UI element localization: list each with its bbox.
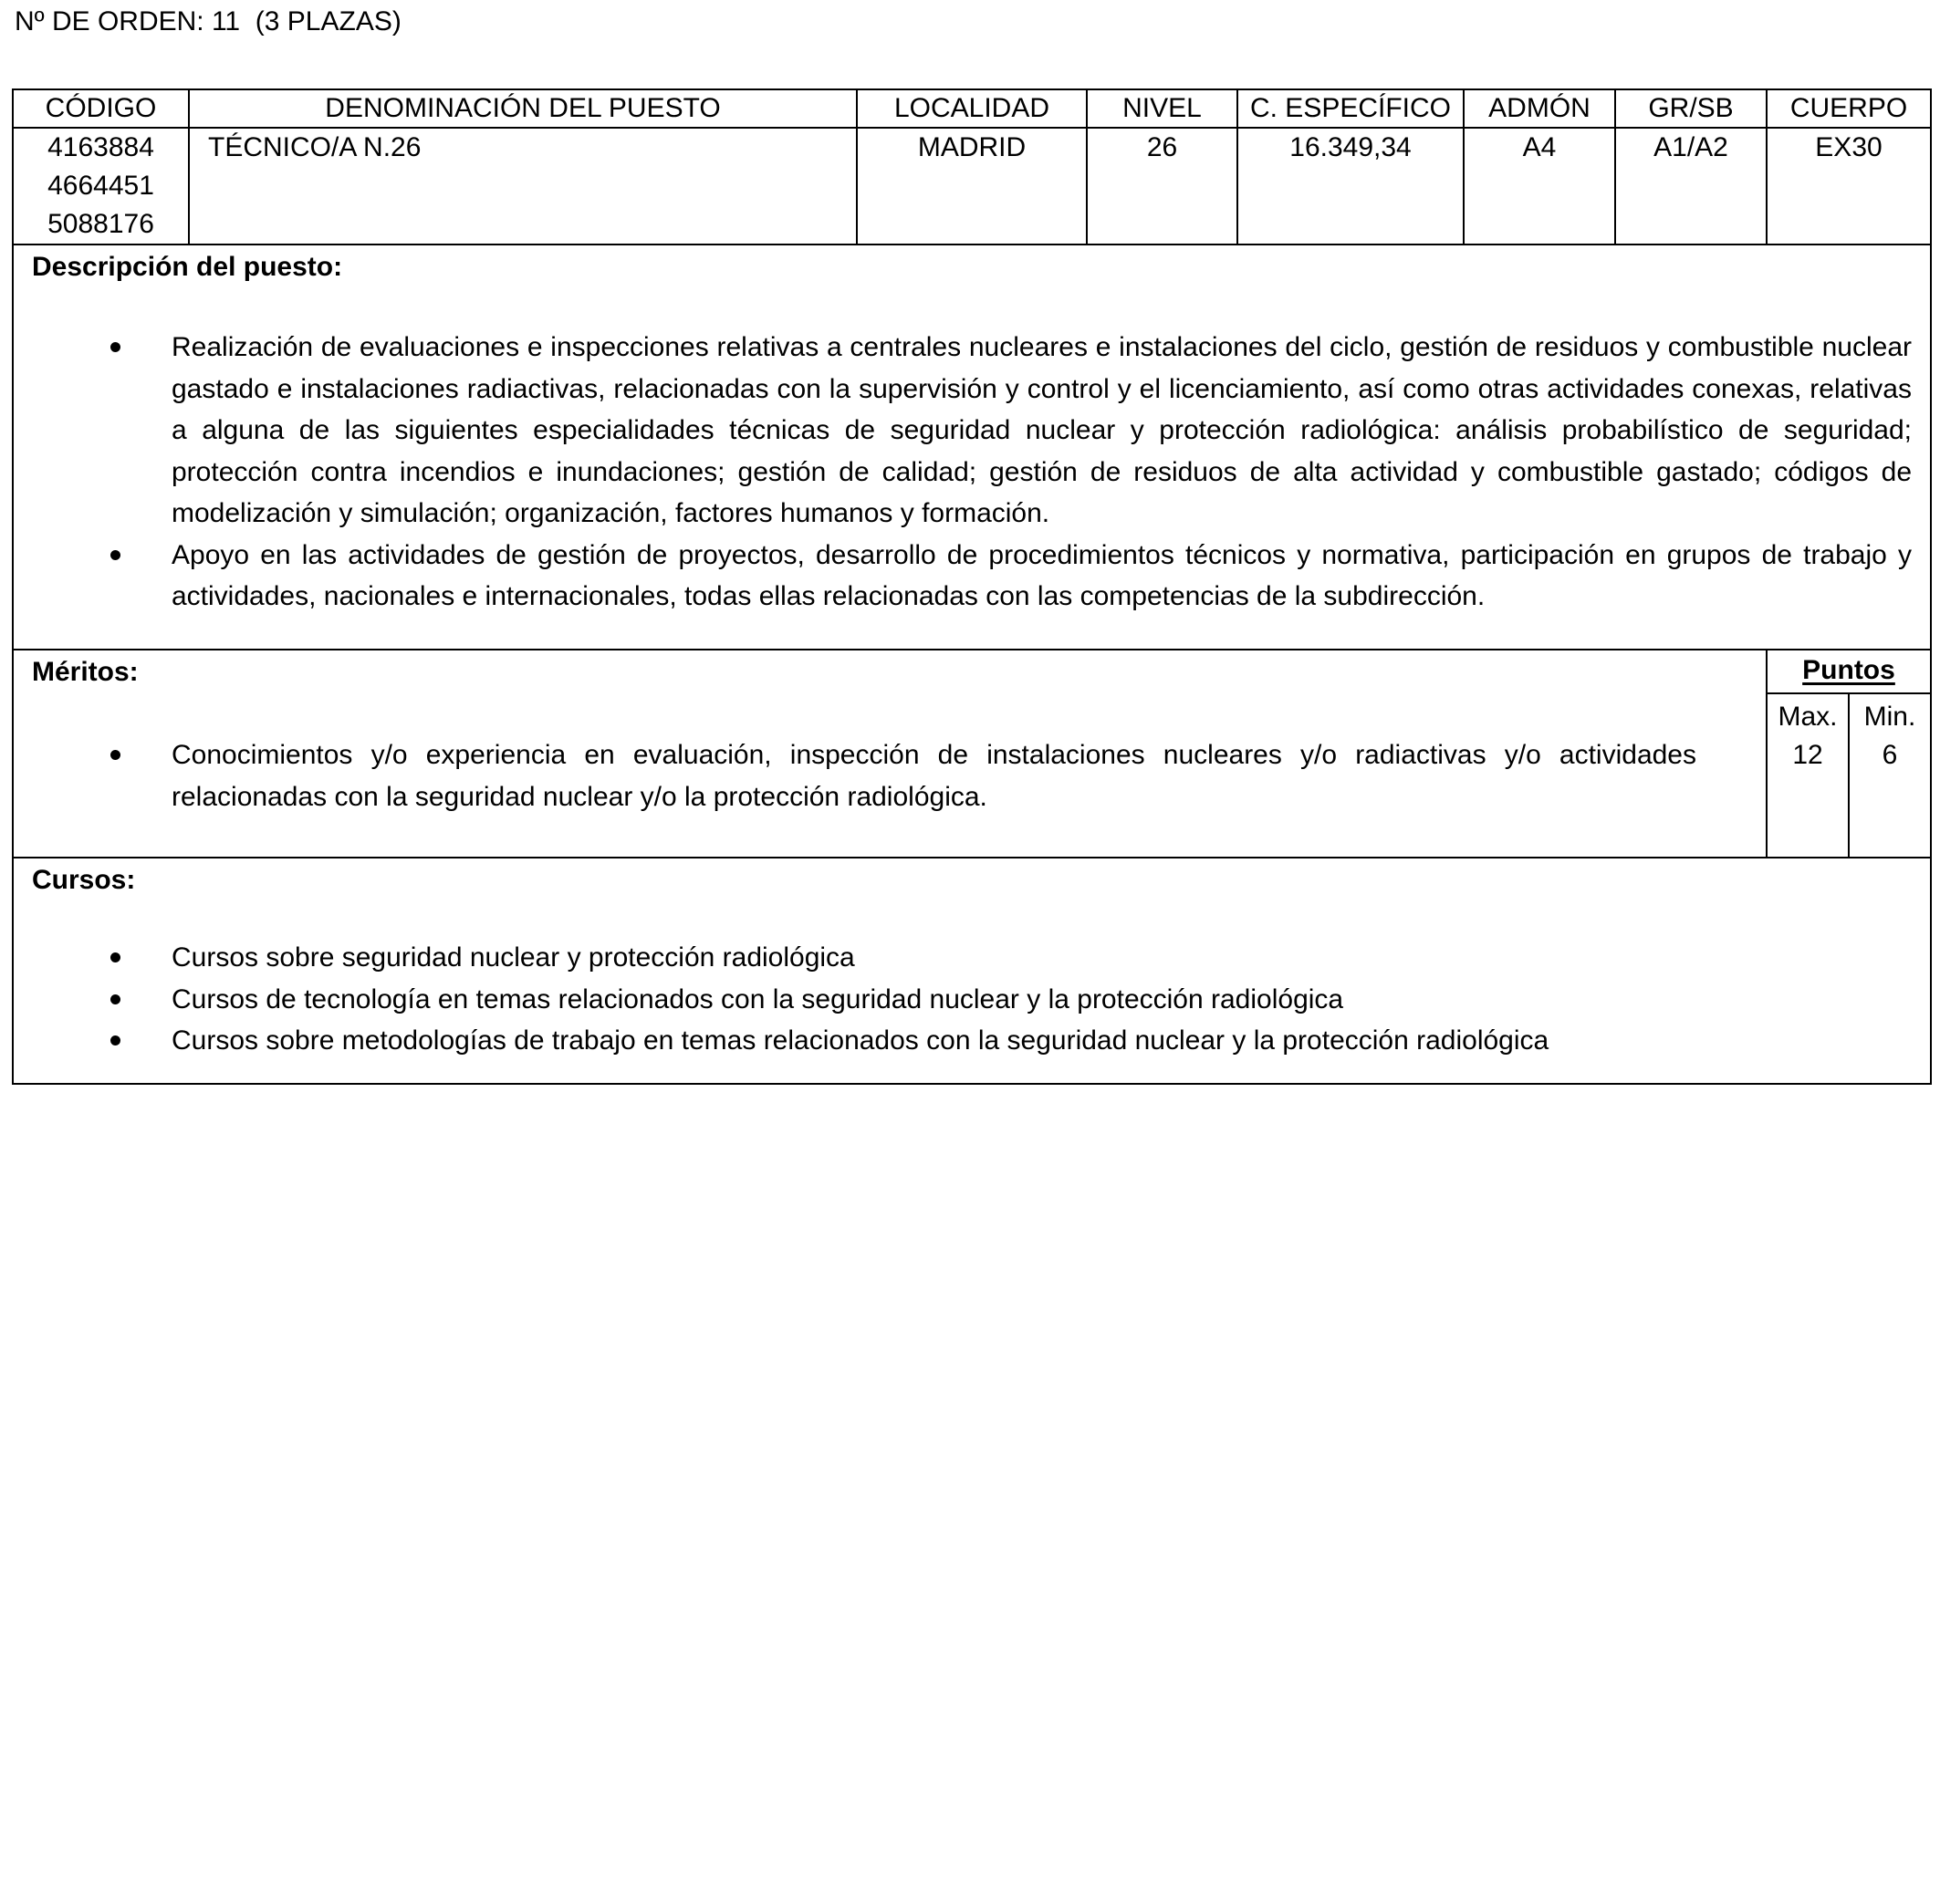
- codigo-cell: [13, 128, 189, 245]
- denominacion-cell: TÉCNICO/A N.26: [189, 128, 857, 245]
- list-item: [32, 979, 1912, 1021]
- order-number-heading: Nº DE ORDEN: 11 (3 PLAZAS): [15, 6, 402, 36]
- codigo-value: 4664451: [47, 171, 154, 201]
- descripcion-row: [13, 245, 1931, 650]
- bullet-icon: [110, 994, 120, 1004]
- list-item: [32, 535, 1912, 618]
- localidad-cell: MADRID: [857, 128, 1087, 245]
- puntos-values: [1768, 693, 1930, 857]
- admon-cell: A4: [1464, 128, 1615, 245]
- cuerpo-cell: EX30: [1767, 128, 1931, 245]
- cursos-item-text: Cursos sobre metodologías de trabajo en temas relacionados con la seguridad nuclear y la protección radiológica: [172, 1025, 1549, 1056]
- list-item: [32, 1020, 1912, 1062]
- max-label: Max.: [1778, 702, 1838, 732]
- descripcion-item-text: Realización de evaluaciones e inspecciones relativas a centrales nucleares e instalaciones del ciclo, gestión de residuos y combustible nuclear gastado e instalaciones radiactivas, relacionadas con la supervisión y control y el licenciamiento, así como otras actividades conexas, relativas a alguna de las siguientes especialidades técnicas de seguridad nuclear y protección radiológica: análisis probabilístico de seguridad; protección contra incendios e inundaciones; gestión de calidad; gestión de residuos de alta actividad y combustible gastado; códigos de modelización y simulación; organización, factores humanos y formación.: [172, 332, 1912, 528]
- max-value: 12: [1792, 740, 1823, 770]
- meritos-section: [13, 650, 1767, 858]
- column-header-cuerpo: CUERPO: [1767, 89, 1931, 128]
- meritos-item-text: Conocimientos y/o experiencia en evaluación, inspección de instalaciones nucleares y/o radiactivas y/o actividades relacionadas con la seguridad nuclear y/o la protección radiológica.: [172, 740, 1696, 812]
- cursos-row: [13, 858, 1931, 1084]
- meritos-list: [32, 734, 1747, 817]
- min-value: 6: [1882, 740, 1898, 770]
- table-header-row: [13, 89, 1931, 128]
- column-header-denominacion: DENOMINACIÓN DEL PUESTO: [189, 89, 857, 128]
- puntos-table: [1768, 650, 1930, 857]
- bullet-icon: [110, 1035, 120, 1046]
- job-position-table: [12, 88, 1932, 1085]
- meritos-title: Méritos:: [32, 657, 139, 687]
- column-header-admon: ADMÓN: [1464, 89, 1615, 128]
- bullet-icon: [110, 952, 120, 962]
- descripcion-list: [32, 327, 1912, 618]
- column-header-grsb: GR/SB: [1615, 89, 1767, 128]
- especifico-cell: 16.349,34: [1237, 128, 1464, 245]
- codigo-value: 4163884: [47, 132, 154, 162]
- codigo-value: 5088176: [47, 209, 154, 239]
- list-item: [32, 937, 1912, 979]
- descripcion-title: Descripción del puesto:: [32, 252, 343, 282]
- cursos-list: [32, 937, 1912, 1062]
- puntos-section: [1767, 650, 1931, 858]
- puntos-min-cell: [1849, 693, 1930, 857]
- puntos-header: [1768, 650, 1930, 693]
- column-header-codigo: CÓDIGO: [13, 89, 189, 128]
- cursos-title: Cursos:: [32, 865, 136, 895]
- puntos-label: Puntos: [1802, 655, 1895, 685]
- descripcion-item-text: Apoyo en las actividades de gestión de proyectos, desarrollo de procedimientos técnicos y normativa, participación en grupos de trabajo y actividades, nacionales e internacionales, todas ellas relacionadas con las competencias de la subdirección.: [172, 539, 1912, 611]
- bullet-icon: [110, 342, 120, 352]
- column-header-especifico: C. ESPECÍFICO: [1237, 89, 1464, 128]
- cursos-item-text: Cursos de tecnología en temas relacionados con la seguridad nuclear y la protección radiológica: [172, 983, 1344, 1014]
- list-item: [32, 327, 1912, 535]
- descripcion-section: [13, 245, 1931, 650]
- bullet-icon: [110, 750, 120, 760]
- list-item: [32, 734, 1696, 817]
- column-header-nivel: NIVEL: [1087, 89, 1237, 128]
- meritos-row: [13, 650, 1931, 858]
- cursos-item-text: Cursos sobre seguridad nuclear y protección radiológica: [172, 942, 855, 973]
- cursos-section: [13, 858, 1931, 1084]
- bullet-icon: [110, 550, 120, 560]
- column-header-localidad: LOCALIDAD: [857, 89, 1087, 128]
- puntos-max-cell: [1768, 693, 1849, 857]
- grsb-cell: A1/A2: [1615, 128, 1767, 245]
- min-label: Min.: [1863, 702, 1916, 732]
- table-row: [13, 128, 1931, 245]
- nivel-cell: 26: [1087, 128, 1237, 245]
